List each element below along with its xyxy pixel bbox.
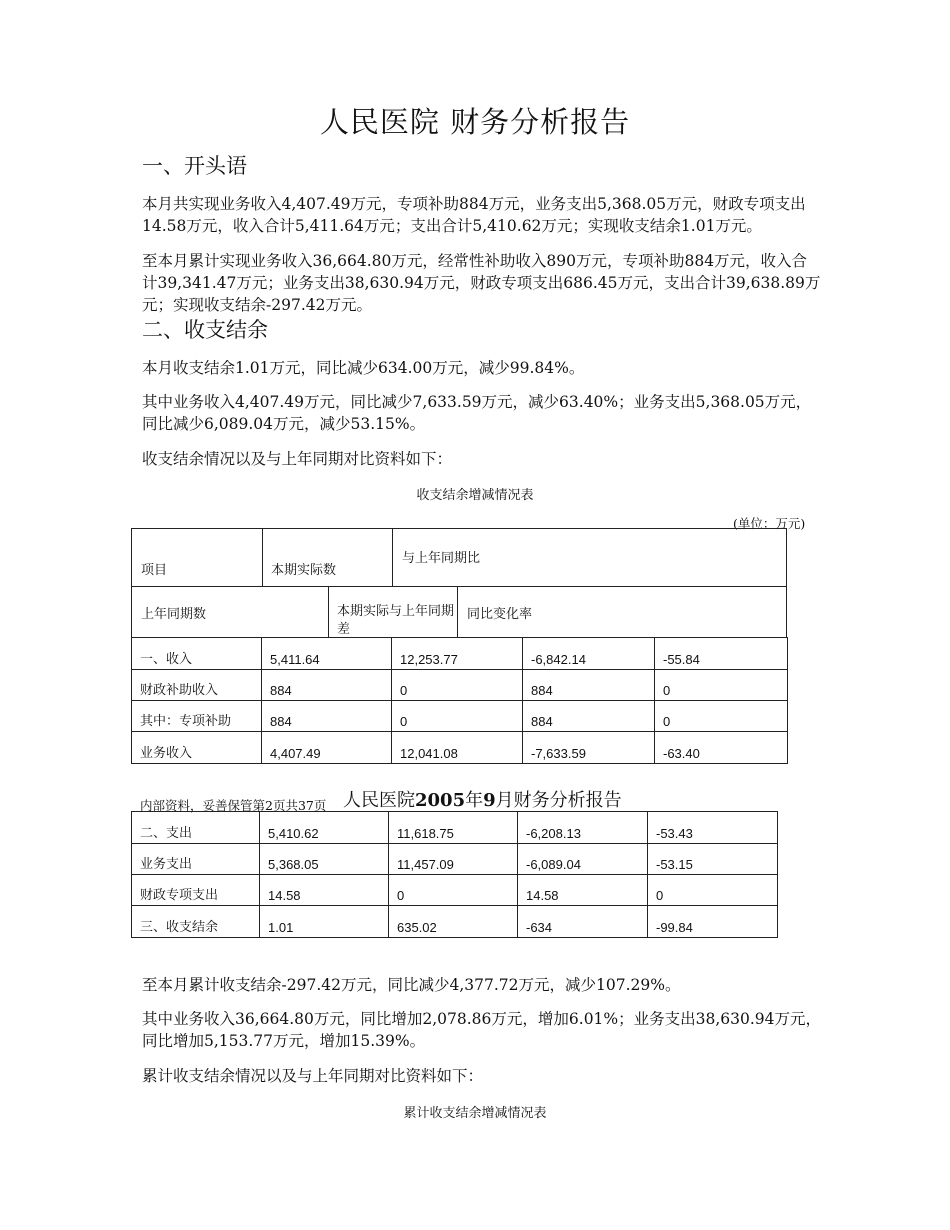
row-item: 一、收入 (132, 638, 262, 670)
row-value: 5,411.64 (262, 638, 392, 670)
table-row (132, 638, 788, 670)
row-value: -99.84 (648, 906, 778, 938)
table-row (132, 875, 778, 906)
table1-body (131, 637, 788, 764)
table-row (132, 844, 778, 875)
header-last-year: 上年同期数 (141, 607, 207, 622)
row-item: 财政补助收入 (132, 670, 262, 701)
table-row (132, 812, 778, 844)
header-rate: 同比变化率 (467, 607, 533, 622)
header-divider (392, 529, 393, 587)
paragraph-monthly-summary: 本月共实现业务收入4,407.49万元，专项补助884万元，业务支出5,368.05万元，财政专项支出14.58万元，收入合计5,411.64万元；支出合计5,410.62万元；实现收支结余1.01万元。 (142, 195, 806, 235)
paragraph-cumulative-balance: 至本月累计收支结余-297.42万元，同比减少4,377.72万元，减少107.29%。 (142, 976, 681, 994)
header-divider (262, 529, 263, 587)
row-value: -6,089.04 (518, 844, 648, 875)
footer-hospital: 人民医院 (343, 790, 415, 811)
row-value: 0 (392, 701, 523, 732)
paragraph-table-intro: 收支结余情况以及与上年同期对比资料如下： (142, 450, 453, 468)
running-header (343, 786, 622, 812)
row-value: 0 (655, 701, 788, 732)
row-value: 5,410.62 (260, 812, 389, 844)
row-value: -63.40 (655, 732, 788, 764)
row-value: 884 (523, 701, 655, 732)
row-item: 二、支出 (132, 812, 260, 844)
row-value: 0 (655, 670, 788, 701)
table-row (132, 670, 788, 701)
row-value: 14.58 (518, 875, 648, 906)
table2-body (131, 811, 778, 938)
header-divider (457, 586, 458, 638)
header-current: 本期实际数 (271, 563, 337, 578)
section-heading-balance: 二、收支结余 (142, 318, 268, 342)
header-item: 项目 (141, 563, 168, 578)
row-value: -53.15 (648, 844, 778, 875)
row-value: 0 (389, 875, 518, 906)
table1-caption: 收支结余增减情况表 (416, 488, 534, 503)
row-item: 业务支出 (132, 844, 260, 875)
row-value: -634 (518, 906, 648, 938)
row-value: -7,633.59 (523, 732, 655, 764)
row-value: -55.84 (655, 638, 788, 670)
row-value: -6,208.13 (518, 812, 648, 844)
row-value: 14.58 (260, 875, 389, 906)
row-value: 884 (262, 701, 392, 732)
row-value: 635.02 (389, 906, 518, 938)
table3-caption: 累计收支结余增减情况表 (403, 1106, 547, 1121)
paragraph-cumulative-detail: 其中业务收入36,664.80万元，同比增加2,078.86万元，增加6.01%；业务支出38,630.94万元，同比增加5,153.77万元，增加15.39%。 (142, 1010, 822, 1050)
report-title: 人民医院 财务分析报告 (319, 105, 631, 139)
paragraph-cumulative-intro: 累计收支结余情况以及与上年同期对比资料如下： (142, 1067, 484, 1085)
row-value: 11,457.09 (389, 844, 518, 875)
table-row (132, 732, 788, 764)
header-divider (328, 586, 329, 638)
page-footer-note: 内部资料，妥善保管第2页共37页 (140, 798, 327, 813)
row-item: 其中：专项补助 (132, 701, 262, 732)
header-divider (132, 586, 786, 587)
row-value: 884 (523, 670, 655, 701)
row-item: 业务收入 (132, 732, 262, 764)
row-item: 三、收支结余 (132, 906, 260, 938)
row-value: 0 (392, 670, 523, 701)
row-value: 1.01 (260, 906, 389, 938)
table-row (132, 701, 788, 732)
row-item: 财政专项支出 (132, 875, 260, 906)
paragraph-cumulative-summary: 至本月累计实现业务收入36,664.80万元，经常性补助收入890万元，专项补助884万元，收入合计39,341.47万元；业务支出38,630.94万元，财政专项支出686.45万元，支出合计39,638.89万元；实现收支结余-297.42万元。 (142, 252, 821, 314)
section-heading-opening: 一、开头语 (142, 154, 247, 178)
unit-label: (单位：万元) (733, 516, 806, 531)
row-value: 11,618.75 (389, 812, 518, 844)
row-value: -53.43 (648, 812, 778, 844)
row-value: -6,842.14 (523, 638, 655, 670)
footer-month: 9 (483, 790, 496, 811)
row-value: 12,041.08 (392, 732, 523, 764)
row-value: 0 (648, 875, 778, 906)
footer-year: 2005 (415, 790, 466, 811)
table1-header (131, 528, 787, 638)
footer-report-name: 月财务分析报告 (495, 790, 622, 811)
paragraph-balance-detail: 其中业务收入4,407.49万元，同比减少7,633.59万元，减少63.40%；业务支出5,368.05万元，同比减少6,089.04万元，减少53.15%。 (142, 393, 812, 433)
row-value: 884 (262, 670, 392, 701)
footer-year-unit: 年 (465, 790, 484, 811)
row-value: 12,253.77 (392, 638, 523, 670)
header-diff: 本期实际与上年同期差 (337, 604, 455, 637)
row-value: 5,368.05 (260, 844, 389, 875)
paragraph-balance-month: 本月收支结余1.01万元，同比减少634.00万元，减少99.84%。 (142, 359, 585, 377)
header-compare: 与上年同期比 (402, 551, 481, 566)
table-row (132, 906, 778, 938)
row-value: 4,407.49 (262, 732, 392, 764)
